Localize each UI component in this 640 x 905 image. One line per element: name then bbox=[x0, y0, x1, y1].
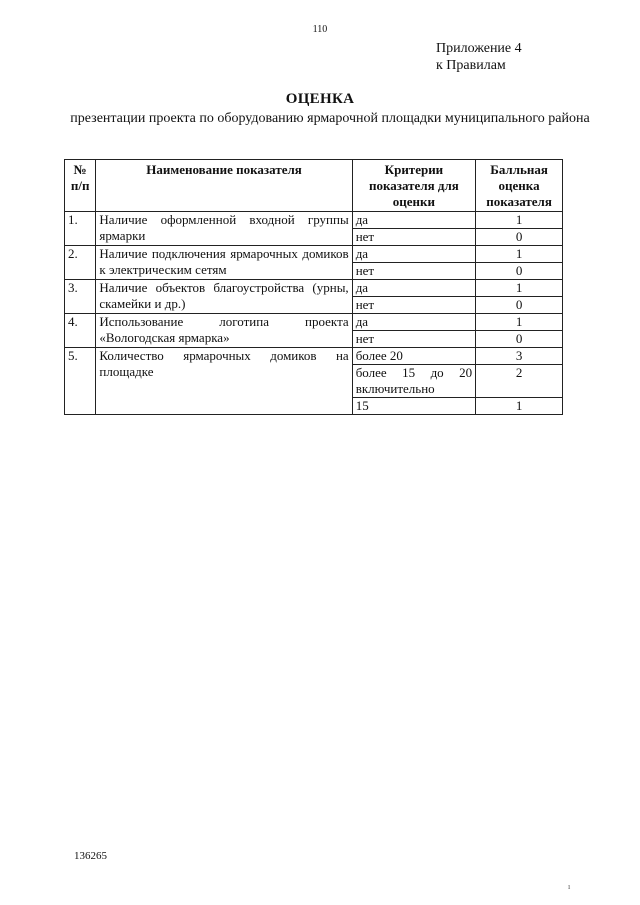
criterion-label: более 15 до 20 включительно bbox=[352, 365, 475, 398]
rules-label: к Правилам bbox=[436, 58, 506, 73]
header-score: Балльная оценка показателя bbox=[476, 160, 563, 212]
document-code: 136265 bbox=[74, 850, 107, 862]
table-header-row bbox=[65, 160, 563, 212]
indicator-name: Использование логотипа проекта «Вологодская ярмарка» bbox=[96, 314, 352, 348]
indicator-name: Наличие объектов благоустройства (урны, скамейки и др.) bbox=[96, 280, 352, 314]
row-number: 1. bbox=[65, 212, 96, 246]
criterion-score: 1 bbox=[476, 314, 563, 331]
row-number: 5. bbox=[65, 348, 96, 415]
criterion-label: нет bbox=[352, 263, 475, 280]
criterion-label: да bbox=[352, 212, 475, 229]
header-criteria: Критерии показателя для оценки bbox=[352, 160, 475, 212]
indicator-name: Наличие подключения ярмарочных домиков к электрическим сетям bbox=[96, 246, 352, 280]
header-num: № п/п bbox=[65, 160, 96, 212]
evaluation-table bbox=[64, 159, 563, 415]
criterion-score: 0 bbox=[476, 297, 563, 314]
criterion-label: 15 bbox=[352, 398, 475, 415]
appendix-reference bbox=[436, 40, 522, 74]
row-number: 2. bbox=[65, 246, 96, 280]
criterion-label: нет bbox=[352, 229, 475, 246]
table-row bbox=[65, 314, 563, 331]
criterion-label: да bbox=[352, 246, 475, 263]
page-number: 110 bbox=[312, 24, 328, 35]
indicator-name: Количество ярмарочных домиков на площадке bbox=[96, 348, 352, 415]
table-row bbox=[65, 280, 563, 297]
criterion-score: 0 bbox=[476, 263, 563, 280]
criterion-score: 2 bbox=[476, 365, 563, 398]
criterion-label: да bbox=[352, 280, 475, 297]
criterion-score: 1 bbox=[476, 212, 563, 229]
table-row bbox=[65, 212, 563, 229]
criterion-score: 0 bbox=[476, 229, 563, 246]
indicator-name: Наличие оформленной входной группы ярмарки bbox=[96, 212, 352, 246]
criterion-score: 1 bbox=[476, 280, 563, 297]
criterion-label: нет bbox=[352, 297, 475, 314]
header-name: Наименование показателя bbox=[96, 160, 352, 212]
criterion-score: 3 bbox=[476, 348, 563, 365]
criterion-score: 0 bbox=[476, 331, 563, 348]
criterion-label: более 20 bbox=[352, 348, 475, 365]
appendix-label: Приложение 4 bbox=[436, 41, 522, 56]
criterion-score: 1 bbox=[476, 246, 563, 263]
document-subtitle: презентации проекта по оборудованию ярмарочной площадки муниципального района bbox=[70, 111, 590, 126]
document-title: ОЦЕНКА bbox=[285, 91, 355, 107]
criterion-label: да bbox=[352, 314, 475, 331]
row-number: 4. bbox=[65, 314, 96, 348]
criterion-label: нет bbox=[352, 331, 475, 348]
table-row bbox=[65, 348, 563, 365]
criterion-score: 1 bbox=[476, 398, 563, 415]
row-number: 3. bbox=[65, 280, 96, 314]
corner-mark: ı bbox=[568, 882, 571, 891]
table-row bbox=[65, 246, 563, 263]
